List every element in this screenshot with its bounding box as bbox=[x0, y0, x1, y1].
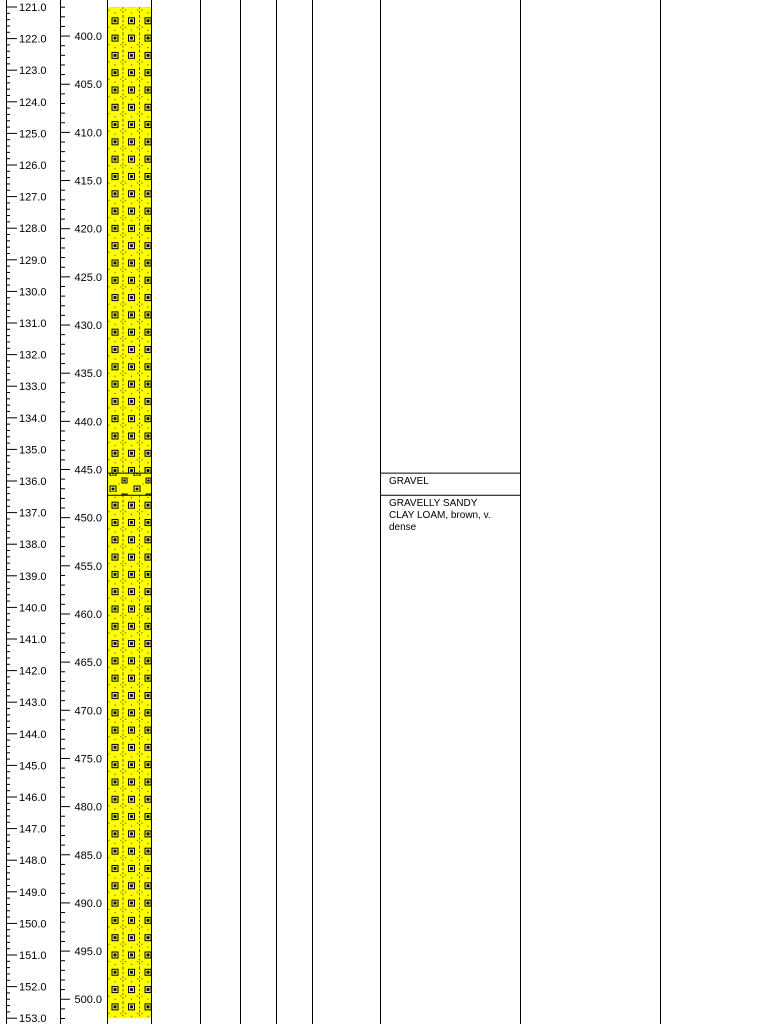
feet-tick-label: 435.0 bbox=[74, 368, 102, 381]
feet-tick-label: 420.0 bbox=[74, 223, 102, 236]
layer-gravelly-sandy-clay-loam bbox=[107, 495, 151, 1018]
meters-tick-label: 129.0 bbox=[19, 254, 47, 267]
meters-tick-label: 132.0 bbox=[19, 349, 47, 362]
meters-tick-label: 128.0 bbox=[19, 223, 47, 236]
depth-axis-feet bbox=[60, 7, 102, 1018]
feet-tick-label: 475.0 bbox=[74, 753, 102, 766]
meters-tick-label: 124.0 bbox=[19, 96, 47, 109]
feet-tick-label: 405.0 bbox=[74, 79, 102, 92]
meters-tick-label: 130.0 bbox=[19, 286, 47, 299]
meters-tick-label: 141.0 bbox=[19, 634, 47, 646]
feet-tick-label: 485.0 bbox=[74, 849, 102, 862]
feet-tick-label: 415.0 bbox=[74, 175, 102, 188]
meters-tick-label: 126.0 bbox=[19, 160, 47, 172]
feet-tick-label: 480.0 bbox=[74, 801, 102, 814]
meters-tick-label: 143.0 bbox=[19, 697, 47, 710]
meters-tick-label: 131.0 bbox=[19, 318, 47, 330]
meters-tick-label: 152.0 bbox=[19, 981, 47, 994]
depth-axis-meters bbox=[6, 0, 47, 1024]
meters-tick-label: 123.0 bbox=[19, 65, 47, 78]
feet-tick-label: 450.0 bbox=[74, 512, 102, 525]
meters-tick-label: 140.0 bbox=[19, 602, 47, 615]
feet-tick-label: 455.0 bbox=[74, 560, 102, 573]
layer-description-gravelly-sandy-clay-loam: GRAVELLY SANDY CLAY LOAM, brown, v. dense bbox=[389, 498, 491, 534]
meters-tick-label: 134.0 bbox=[19, 412, 47, 425]
meters-tick-label: 149.0 bbox=[19, 886, 47, 899]
feet-tick-label: 495.0 bbox=[74, 946, 102, 959]
feet-tick-label: 445.0 bbox=[74, 464, 102, 477]
meters-tick-label: 150.0 bbox=[19, 918, 47, 931]
meters-tick-label: 135.0 bbox=[19, 444, 47, 457]
feet-tick-label: 425.0 bbox=[74, 271, 102, 284]
meters-tick-label: 139.0 bbox=[19, 570, 47, 583]
feet-tick-label: 460.0 bbox=[74, 608, 102, 621]
feet-tick-label: 430.0 bbox=[74, 320, 102, 333]
feet-tick-label: 465.0 bbox=[74, 657, 102, 670]
meters-tick-label: 145.0 bbox=[19, 760, 47, 773]
feet-tick-label: 500.0 bbox=[74, 994, 102, 1007]
layer-description-gravel: GRAVEL bbox=[389, 476, 429, 488]
meters-tick-label: 133.0 bbox=[19, 381, 47, 394]
layer-gravel bbox=[107, 473, 151, 495]
feet-tick-label: 490.0 bbox=[74, 897, 102, 910]
meters-tick-label: 153.0 bbox=[19, 1013, 47, 1024]
meters-tick-label: 122.0 bbox=[19, 33, 47, 46]
meters-tick-label: 148.0 bbox=[19, 855, 47, 868]
meters-tick-label: 147.0 bbox=[19, 823, 47, 836]
meters-tick-label: 127.0 bbox=[19, 191, 47, 204]
meters-tick-label: 137.0 bbox=[19, 507, 47, 520]
meters-tick-label: 144.0 bbox=[19, 728, 47, 741]
meters-tick-label: 138.0 bbox=[19, 539, 47, 552]
meters-tick-label: 146.0 bbox=[19, 792, 47, 804]
meters-tick-label: 136.0 bbox=[19, 476, 47, 488]
meters-tick-label: 142.0 bbox=[19, 665, 47, 678]
layer-gravelly-sandy-clay-loam-upper bbox=[107, 7, 151, 473]
meters-tick-label: 125.0 bbox=[19, 128, 47, 141]
feet-tick-label: 400.0 bbox=[74, 31, 102, 44]
meters-tick-label: 121.0 bbox=[19, 2, 47, 14]
meters-tick-label: 151.0 bbox=[19, 950, 47, 962]
feet-tick-label: 470.0 bbox=[74, 705, 102, 718]
feet-tick-label: 440.0 bbox=[74, 416, 102, 429]
feet-tick-label: 410.0 bbox=[74, 127, 102, 140]
